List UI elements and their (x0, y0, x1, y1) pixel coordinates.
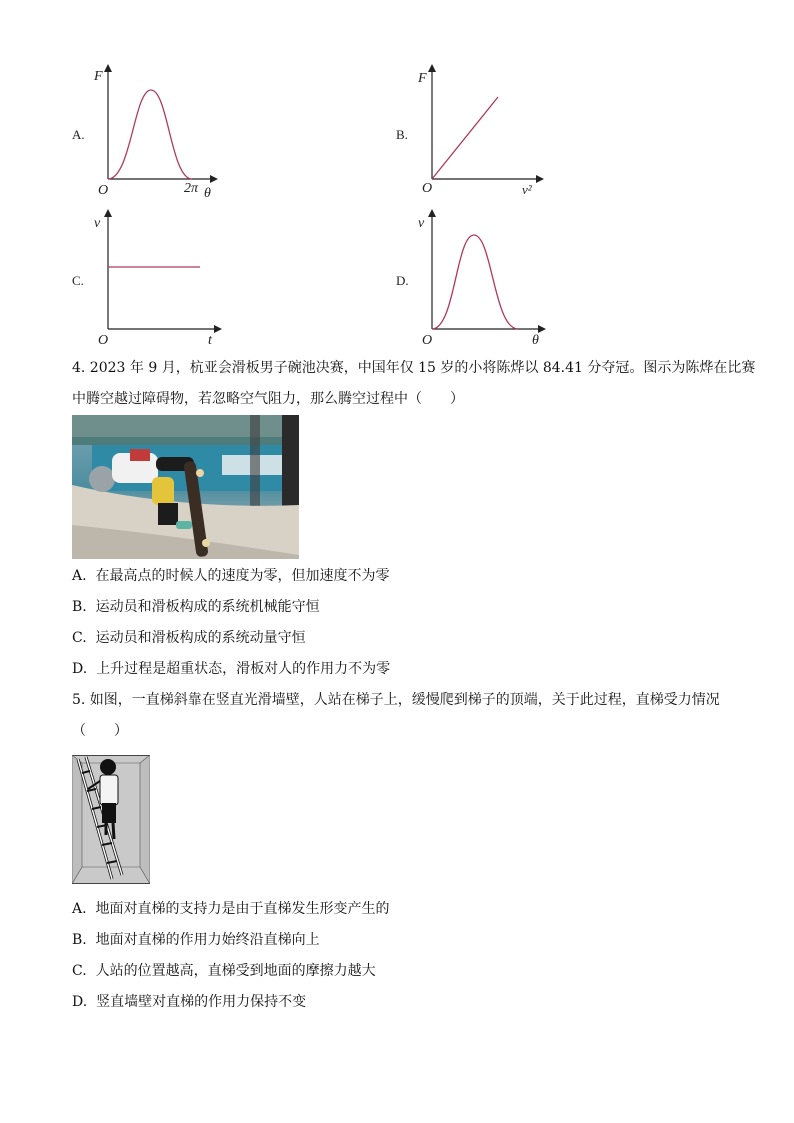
y-axis-label: v (418, 216, 425, 231)
option-label: B. (72, 599, 87, 615)
graph-a (86, 60, 226, 200)
x-axis-label: t (208, 333, 212, 345)
x-axis-label: v² (522, 182, 532, 197)
option-text: 运动员和滑板构成的系统机械能守恒 (95, 599, 320, 615)
question-5-text-line2: （ ） (72, 723, 128, 739)
origin-label: O (422, 333, 433, 345)
y-axis-label: F (418, 71, 427, 86)
option-text: 上升过程是超重状态，滑板对人的作用力不为零 (96, 661, 391, 677)
x-tick-label: 2π (184, 181, 199, 196)
origin-label: O (98, 183, 109, 198)
q5-option-a[interactable] (72, 899, 389, 919)
x-axis-label: θ (204, 186, 211, 200)
curve-line (108, 90, 192, 179)
graph-d (410, 205, 550, 345)
y-axis-label: v (94, 216, 101, 231)
q4-option-c[interactable] (72, 628, 306, 648)
option-b-label: B. (396, 127, 408, 142)
option-text: 人站的位置越高，直梯受到地面的摩擦力越大 (95, 963, 376, 979)
option-c-label: C. (72, 273, 84, 288)
q5-option-d[interactable] (72, 992, 306, 1012)
origin-label: O (422, 181, 433, 196)
curve-line (432, 235, 518, 329)
option-label: D. (72, 661, 88, 677)
option-text: 地面对直梯的作用力始终沿直梯向上 (95, 932, 320, 948)
option-a-label: A. (72, 127, 85, 142)
option-label: B. (72, 932, 87, 948)
ladder-figure (72, 755, 150, 884)
option-label: C. (72, 630, 87, 646)
q4-option-b[interactable] (72, 597, 320, 617)
question-5-text-line1: 5. 如图，一直梯斜靠在竖直光滑墙壁，人站在梯子上，缓慢爬到梯子的顶端，关于此过程，直梯受力情况 (72, 692, 720, 708)
option-label: D. (72, 994, 88, 1010)
origin-label: O (98, 333, 109, 345)
graph-b (410, 60, 550, 200)
option-label: C. (72, 963, 87, 979)
y-axis-label: F (94, 69, 103, 84)
option-text: 在最高点的时候人的速度为零，但加速度不为零 (95, 568, 390, 584)
graph-c (86, 205, 226, 345)
q5-option-c[interactable] (72, 961, 376, 981)
x-axis-label: θ (532, 333, 539, 345)
curve-line (432, 97, 498, 179)
option-text: 地面对直梯的支持力是由于直梯发生形变产生的 (95, 901, 390, 917)
q4-option-d[interactable] (72, 659, 390, 679)
option-d-label: D. (396, 273, 409, 288)
question-4-text-line1: 4. 2023 年 9 月，杭亚会滑板男子碗池决赛，中国年仅 15 岁的小将陈烨以 84.41 分夺冠。图示为陈烨在比赛 (72, 360, 756, 376)
question-4-text-line2: 中腾空越过障碍物，若忽略空气阻力，那么腾空过程中（ ） (72, 391, 464, 407)
q4-option-a[interactable] (72, 566, 389, 586)
option-label: A. (72, 568, 87, 584)
option-text: 运动员和滑板构成的系统动量守恒 (95, 630, 306, 646)
option-text: 竖直墙壁对直梯的作用力保持不变 (96, 994, 307, 1010)
option-label: A. (72, 901, 87, 917)
q5-option-b[interactable] (72, 930, 320, 950)
skateboard-photo (72, 415, 299, 559)
